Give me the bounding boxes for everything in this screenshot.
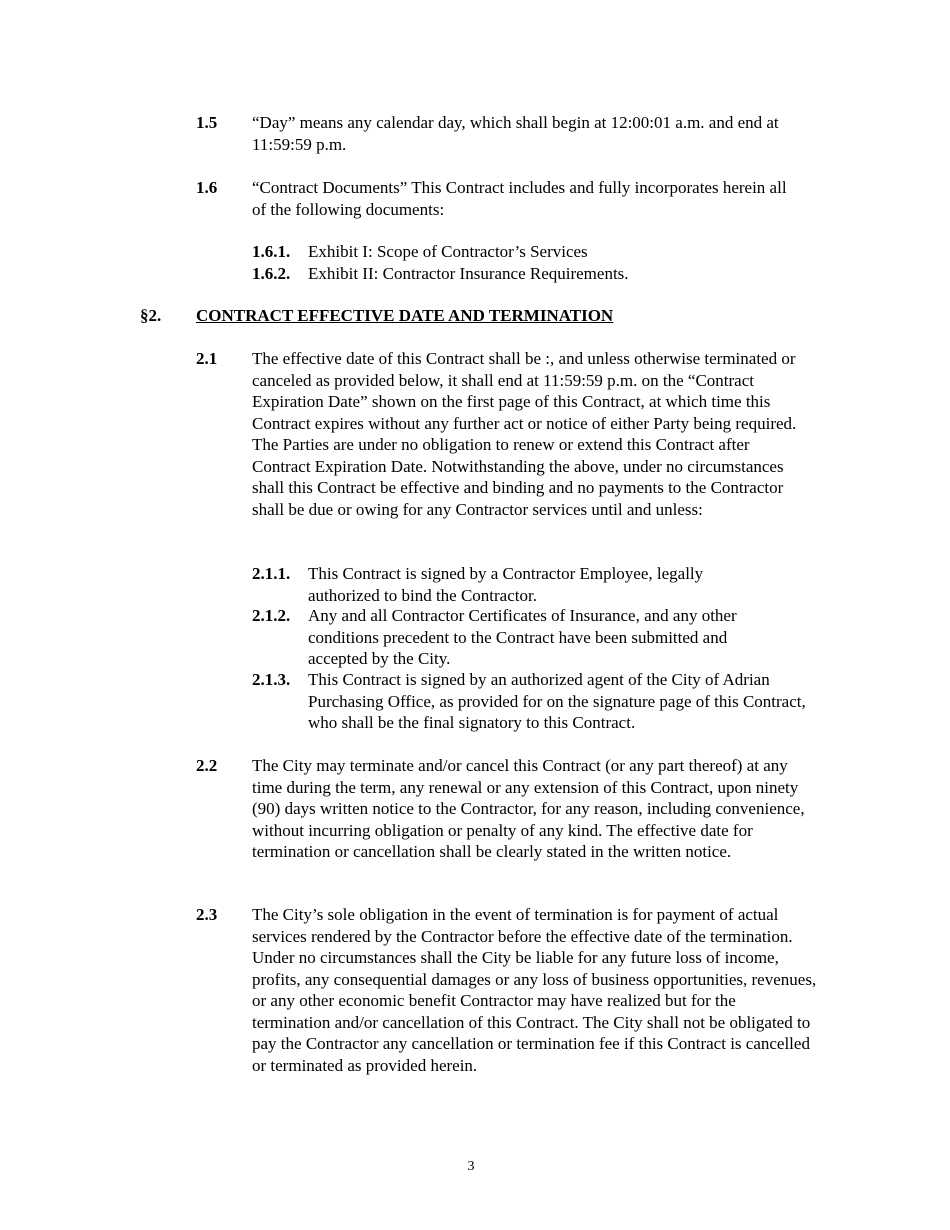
clause-number: 2.2 — [196, 756, 218, 775]
clause-number: 1.5 — [196, 113, 218, 132]
clause-text: The City’s sole obligation in the event of termination is for payment of actual services rendered by the Contractor before the effective date of the termination. Under no circumstances shall the City be liable for any future loss of income, profits, any consequential damages or any loss of business opportunities, revenues, or any other economic benefit Contractor may have realized but for the termination and/or cancellation of this Contract. The City shall not be obligated to pay the Contractor any cancellation or termination fee if this Contract is cancelled or terminated as provided herein. — [252, 905, 817, 1075]
clause-number: 1.6 — [196, 178, 218, 197]
page-number: 3 — [467, 1159, 475, 1174]
clause-text: “Day” means any calendar day, which shall begin at 12:00:01 a.m. and end at 11:59:59 p.m. — [252, 113, 779, 154]
subclause-number: 2.1.2. — [252, 606, 291, 625]
clause-number: 2.3 — [196, 905, 218, 924]
subclause-text: Any and all Contractor Certificates of Insurance, and any other conditions precedent to the Contract have been submitted and accepted by the City. — [308, 606, 737, 668]
subclause-number: 1.6.2. — [252, 264, 291, 283]
section-title: CONTRACT EFFECTIVE DATE AND TERMINATION — [196, 306, 614, 325]
clause-text: The effective date of this Contract shall be :, and unless otherwise terminated or canceled as provided below, it shall end at 11:59:59 p.m. on the “Contract Expiration Date” shown on the first page of this Contract, at which time this Contract expires without any further act or notice of either Party being required. The Parties are under no obligation to renew or extend this Contract after Contract Expiration Date. Notwithstanding the above, under no circumstances shall this Contract be effective and binding and no payments to the Contractor shall be due or owing for any Contractor services until and unless: — [252, 349, 797, 519]
clause-text: The City may terminate and/or cancel this Contract (or any part thereof) at any time during the term, any renewal or any extension of this Contract, upon ninety (90) days written notice to the Contractor, for any reason, including convenience, without incurring obligation or penalty of any kind. The effective date for termination or cancellation shall be clearly stated in the written notice. — [252, 756, 805, 861]
subclause-number: 1.6.1. — [252, 242, 291, 261]
clause-text: “Contract Documents” This Contract includes and fully incorporates herein all of the following documents: — [252, 178, 787, 219]
subclause-text: This Contract is signed by an authorized agent of the City of Adrian Purchasing Office, as provided for on the signature page of this Contract, who shall be the final signatory to this Contract. — [308, 670, 806, 732]
subclause-text: Exhibit I: Scope of Contractor’s Services — [308, 242, 588, 261]
clause-number: 2.1 — [196, 349, 218, 368]
subclause-number: 2.1.1. — [252, 564, 291, 583]
subclause-text: Exhibit II: Contractor Insurance Requirements. — [308, 264, 629, 283]
subclause-text: This Contract is signed by a Contractor Employee, legally authorized to bind the Contractor. — [308, 564, 704, 605]
subclause-number: 2.1.3. — [252, 670, 291, 689]
section-number: §2. — [140, 306, 162, 325]
